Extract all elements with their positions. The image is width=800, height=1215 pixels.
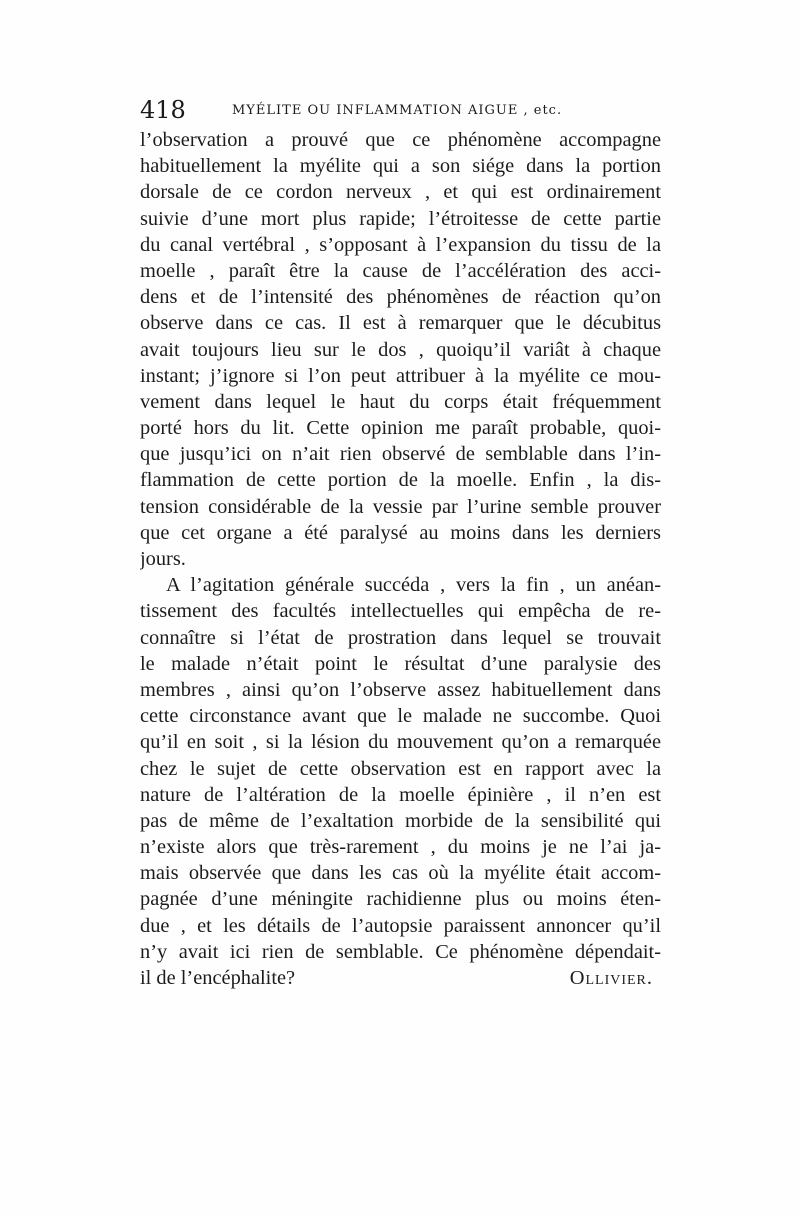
text-line: habituellement la myélite qui a son siége dans la portion: [140, 155, 661, 178]
page-number: 418: [140, 96, 186, 124]
text-line: suivie d’une mort plus rapide; l’étroitesse de cette partie: [140, 207, 661, 230]
text-line: pagnée d’une méningite rachidienne plus ou moins éten-: [140, 888, 661, 911]
text-line: mais observée que dans les cas où la myélite était accom-: [140, 862, 661, 885]
text-line: due , et les détails de l’autopsie paraissent annoncer qu’il: [140, 914, 661, 937]
page-header: [140, 96, 660, 124]
final-line-text: il de l’encéphalite?: [140, 967, 296, 989]
text-line: cette circonstance avant que le malade ne succombe. Quoi: [140, 705, 661, 728]
text-line: nature de l’altération de la moelle épinière , il n’en est: [140, 783, 661, 806]
author-signature: Ollivier.: [569, 967, 653, 989]
text-line: flammation de cette portion de la moelle. Enfin , la dis-: [140, 469, 661, 492]
text-line: moelle , paraît être la cause de l’accélération des acci-: [140, 259, 661, 282]
text-line: l’observation a prouvé que ce phénomène accompagne: [140, 129, 661, 151]
text-line: n’existe alors que très-rarement , du moins je ne l’ai ja-: [140, 836, 661, 859]
text-line: qu’il en soit , si la lésion du mouvement qu’on a remarquée: [140, 731, 661, 754]
text-line: observe dans ce cas. Il est à remarquer que le décubitus: [140, 312, 661, 335]
text-line: instant; j’ignore si l’on peut attribuer à la myélite ce mou-: [140, 364, 661, 387]
text-line: dens et de l’intensité des phénomènes de réaction qu’on: [140, 286, 661, 309]
running-head: MYÉLITE OU INFLAMMATION AIGUE , etc.: [232, 103, 563, 118]
paragraph-end-line: jours.: [140, 548, 186, 570]
text-line: avait toujours lieu sur le dos , quoiqu’il variât à chaque: [140, 338, 661, 361]
text-line: pas de même de l’exaltation morbide de la sensibilité qui: [140, 809, 661, 832]
text-line: du canal vertébral , s’opposant à l’expansion du tissu de la: [140, 233, 661, 256]
body-text: [140, 127, 661, 991]
text-line: porté hors du lit. Cette opinion me paraît probable, quoi-: [140, 417, 661, 440]
text-line: connaître si l’état de prostration dans lequel se trouvait: [140, 626, 661, 649]
text-line: membres , ainsi qu’on l’observe assez habituellement dans: [140, 678, 661, 701]
text-line: vement dans lequel le haut du corps était fréquemment: [140, 390, 661, 413]
text-line: tissement des facultés intellectuelles qui empêcha de re-: [140, 600, 661, 623]
paragraph-start-line: A l’agitation générale succéda , vers la fin , un anéan-: [166, 574, 661, 597]
text-line: le malade n’était point le résultat d’une paralysie des: [140, 652, 661, 675]
text-line: que jusqu’ici on n’ait rien observé de semblable dans l’in-: [140, 443, 661, 466]
text-line: dorsale de ce cordon nerveux , et qui est ordinairement: [140, 181, 661, 204]
text-line: que cet organe a été paralysé au moins dans les derniers: [140, 521, 661, 544]
text-line: tension considérable de la vessie par l’urine semble prouver: [140, 495, 661, 518]
text-line: n’y avait ici rien de semblable. Ce phénomène dépendait-: [140, 940, 661, 963]
text-line: chez le sujet de cette observation est en rapport avec la: [140, 757, 661, 780]
final-line: [140, 965, 661, 991]
